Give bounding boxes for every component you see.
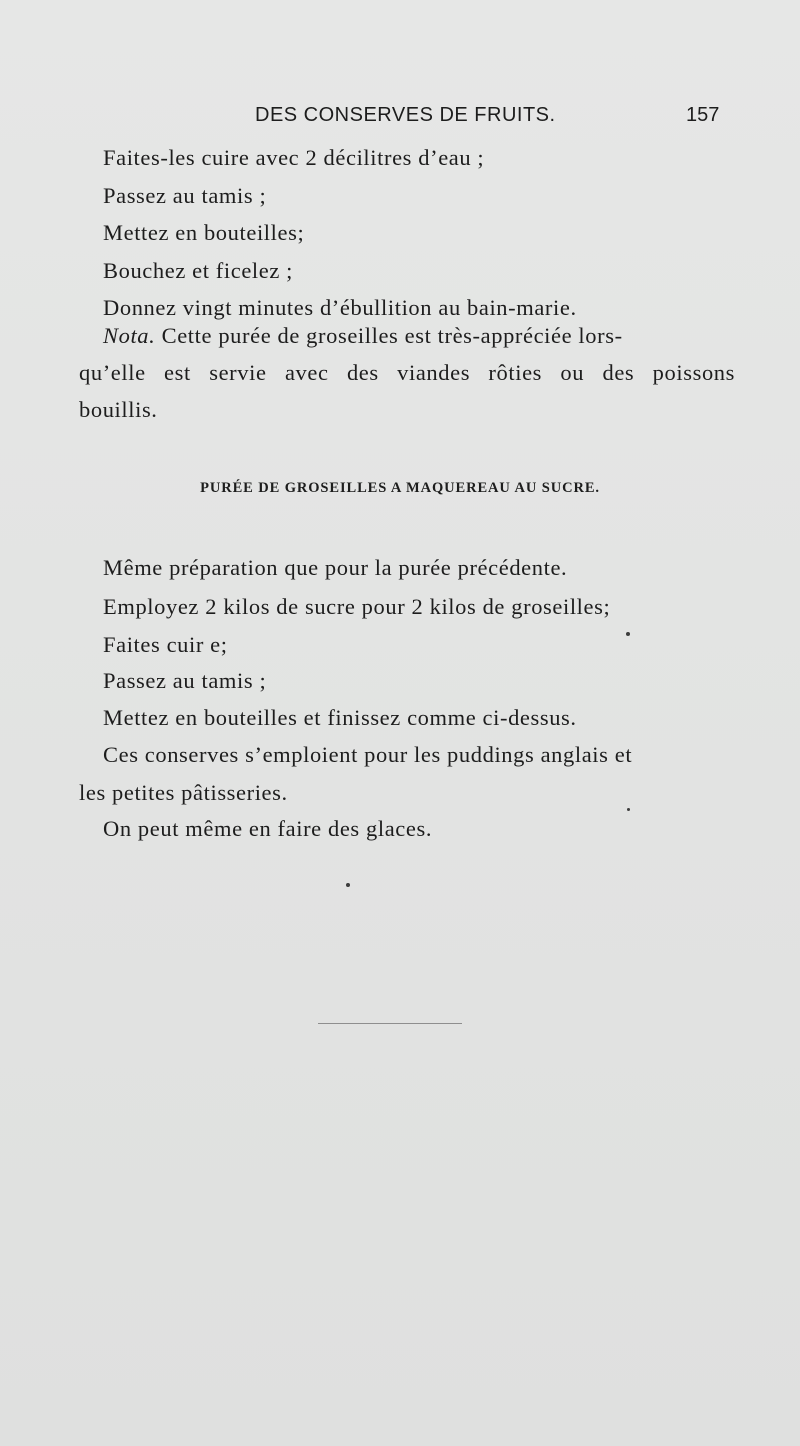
end-rule — [318, 1023, 462, 1024]
section-heading: PURÉE DE GROSEILLES A MAQUEREAU AU SUCRE. — [200, 480, 600, 496]
ink-speck — [346, 883, 350, 887]
nota-line — [103, 321, 623, 351]
text-line: les petites pâtisseries. — [79, 780, 288, 805]
running-title: DES CONSERVES DE FRUITS. — [255, 104, 556, 126]
text-line: Même préparation que pour la purée précédente. — [103, 555, 568, 580]
text-line: Passez au tamis ; — [103, 668, 267, 693]
ink-speck — [627, 808, 630, 811]
nota-label: Nota. — [103, 323, 156, 348]
text-line: Passez au tamis ; — [103, 183, 267, 208]
text-line: Ces conserves s’emploient pour les puddings anglais et — [103, 742, 633, 767]
text-line: Mettez en bouteilles et finissez comme ci-dessus. — [103, 705, 577, 730]
page-number: 157 — [686, 104, 720, 126]
text-line: bouillis. — [79, 397, 158, 422]
text-line: Faites cuir e; — [103, 632, 228, 657]
text-line: Faites-les cuire avec 2 décilitres d’eau ; — [103, 145, 485, 170]
text-line: On peut même en faire des glaces. — [103, 816, 433, 841]
ink-speck — [626, 632, 630, 636]
text-line: Donnez vingt minutes d’ébullition au bain-marie. — [103, 295, 577, 320]
text-line: Bouchez et ficelez ; — [103, 258, 294, 283]
text-line: Mettez en bouteilles; — [103, 220, 305, 245]
text-line: qu’elle est servie avec des viandes rôties ou des poissons — [79, 360, 735, 385]
text-line: Employez 2 kilos de sucre pour 2 kilos de groseilles; — [103, 594, 611, 619]
nota-line-text: Cette purée de groseilles est très-appréciée lors- — [155, 323, 623, 348]
running-head — [0, 104, 800, 134]
